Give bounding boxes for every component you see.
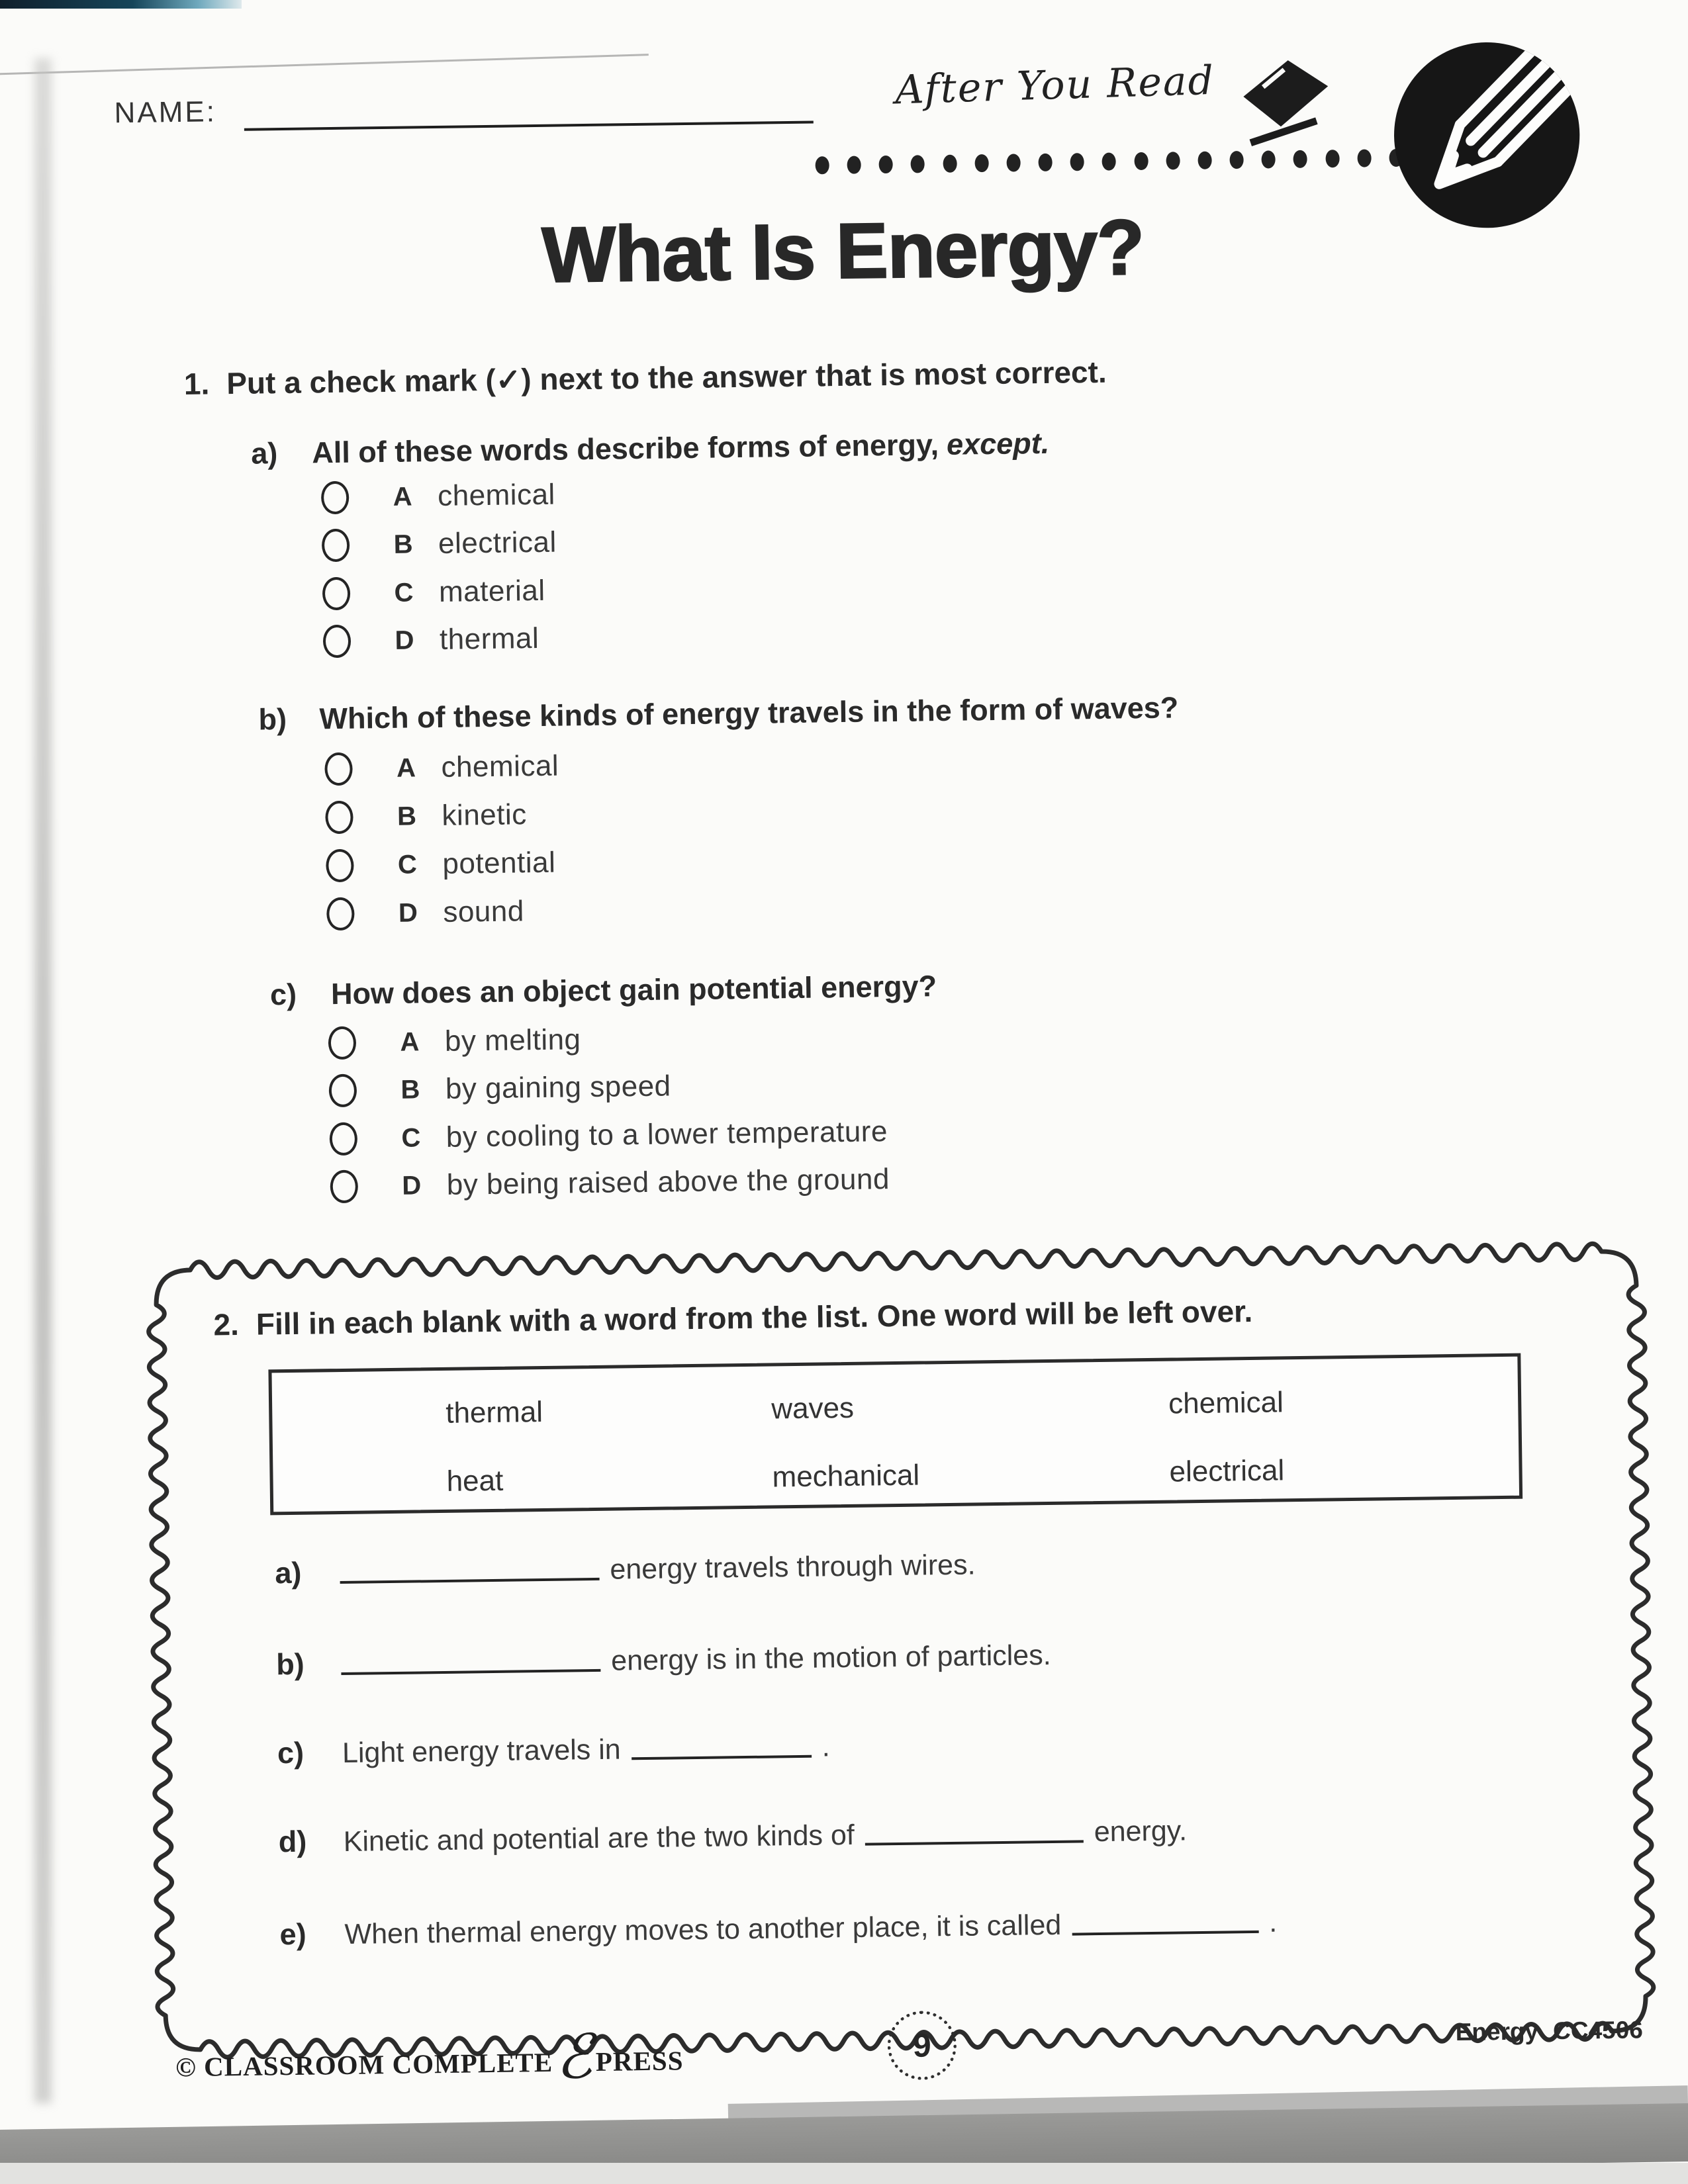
question-2-text: Fill in each blank with a word from the list. One word will be left over. (256, 1293, 1253, 1342)
option-text: thermal (439, 621, 539, 656)
radio-circle[interactable] (330, 1122, 358, 1156)
series-name: Energy (1455, 2017, 1539, 2046)
part-c-label: c) (269, 977, 297, 1012)
footer-code (1455, 2016, 1643, 2046)
fill-blank[interactable] (340, 1557, 599, 1584)
option-text: by melting (444, 1023, 581, 1058)
part-a-question: All of these words describe forms of energy, (311, 428, 939, 470)
name-label: NAME: (114, 95, 217, 130)
word-bank-item: heat (446, 1464, 504, 1498)
option-row-a-B (322, 524, 557, 565)
copyright-text: © CLASSROOM COMPLETE (175, 2046, 553, 2083)
part-a-heading (251, 426, 1050, 471)
word-bank-item: electrical (1169, 1454, 1285, 1488)
option-text: material (438, 574, 545, 608)
radio-circle[interactable] (325, 801, 353, 835)
part-a-question-italic: except. (946, 426, 1050, 461)
radio-circle[interactable] (330, 1170, 358, 1204)
fill-item-text: energy is in the motion of particles. (610, 1639, 1051, 1677)
option-row-b-B (325, 796, 527, 836)
radio-circle[interactable] (326, 897, 355, 931)
option-letter: B (393, 529, 413, 559)
fill-item-text: . (821, 1731, 830, 1763)
fill-blank[interactable] (631, 1734, 811, 1760)
press-logo-icon: ℰ (555, 2021, 594, 2093)
word-bank-item: chemical (1168, 1386, 1284, 1420)
radio-circle[interactable] (322, 577, 351, 611)
radio-circle[interactable] (326, 849, 354, 883)
option-row-b-A (324, 748, 559, 788)
part-b-heading (258, 690, 1178, 737)
part-c-heading (270, 969, 937, 1012)
option-letter: A (393, 481, 412, 512)
option-letter: C (397, 849, 418, 880)
word-bank-item: thermal (445, 1395, 543, 1430)
fill-item-text: energy travels through wires. (610, 1549, 976, 1586)
radio-circle[interactable] (323, 625, 352, 659)
word-bank-box (268, 1353, 1523, 1516)
fill-blank[interactable] (341, 1648, 600, 1675)
fill-item-c (277, 1729, 830, 1770)
option-letter: C (401, 1122, 421, 1153)
option-text: sound (443, 895, 525, 929)
option-letter: B (400, 1074, 420, 1105)
option-text: by being raised above the ground (446, 1163, 890, 1201)
fill-item-text: . (1268, 1906, 1278, 1938)
product-code: CC4506 (1552, 2016, 1644, 2045)
option-row-c-A (328, 1021, 581, 1062)
copyright-line (175, 2021, 684, 2093)
fill-item-text: energy. (1094, 1815, 1188, 1848)
part-c-question: How does an object gain potential energy? (330, 969, 937, 1011)
fill-item-label: b) (275, 1647, 305, 1682)
radio-circle[interactable] (329, 1074, 357, 1108)
part-b-question: Which of these kinds of energy travels in the form of waves? (319, 690, 1179, 736)
page-title: What Is Energy? (541, 203, 1145, 299)
option-letter: A (396, 752, 416, 783)
fill-item-text: When thermal energy moves to another place, it is called (344, 1909, 1062, 1950)
part-a-label: a) (250, 436, 278, 471)
fill-item-label: e) (279, 1917, 306, 1952)
decorative-dots (815, 149, 1403, 175)
option-text: electrical (438, 525, 557, 560)
copyright-text-press: PRESS (595, 2045, 684, 2077)
option-letter: D (402, 1170, 422, 1201)
question-1-prompt (184, 354, 1107, 402)
option-row-a-A (321, 477, 555, 517)
option-row-c-C (329, 1113, 888, 1158)
option-letter: A (400, 1026, 420, 1057)
option-row-b-D (326, 893, 524, 933)
page-number: 9 (912, 2026, 932, 2064)
page-number-badge (887, 2011, 957, 2080)
word-bank-item: mechanical (772, 1459, 920, 1494)
fill-item-label: d) (278, 1824, 307, 1859)
option-text: chemical (437, 478, 556, 512)
option-letter: D (398, 897, 418, 928)
question-1-number: 1. (183, 366, 210, 401)
question-2-number: 2. (213, 1306, 240, 1342)
option-row-c-D (330, 1161, 890, 1205)
fill-item-label: c) (277, 1735, 305, 1770)
part-b-label: b) (258, 702, 287, 737)
book-icon (1237, 54, 1337, 161)
radio-circle[interactable] (321, 481, 350, 515)
name-blank-line[interactable] (244, 93, 814, 130)
radio-circle[interactable] (324, 752, 353, 786)
scan-top-edge-artifact (0, 0, 242, 9)
fill-item-label: a) (275, 1555, 302, 1590)
option-text: kinetic (442, 798, 528, 832)
option-text: by cooling to a lower temperature (445, 1115, 888, 1154)
option-text: potential (442, 846, 556, 880)
option-text: by gaining speed (445, 1069, 671, 1105)
option-text: chemical (441, 749, 559, 784)
after-you-read-heading: After You Read (894, 57, 1216, 114)
option-row-a-D (323, 620, 539, 660)
word-bank-item: waves (771, 1391, 855, 1426)
fill-blank[interactable] (1072, 1909, 1258, 1936)
fill-item-text: Kinetic and potential are the two kinds of (343, 1819, 855, 1858)
fill-blank[interactable] (865, 1819, 1084, 1845)
option-row-a-C (322, 572, 545, 612)
option-row-b-C (326, 844, 556, 885)
radio-circle[interactable] (328, 1026, 357, 1060)
radio-circle[interactable] (322, 529, 350, 563)
option-letter: B (397, 801, 417, 831)
option-letter: D (395, 625, 414, 655)
question-1-text: Put a check mark (✓) next to the answer that is most correct. (226, 354, 1107, 401)
fill-item-text: Light energy travels in (342, 1733, 621, 1770)
option-row-c-B (329, 1068, 671, 1109)
option-letter: C (394, 577, 414, 608)
